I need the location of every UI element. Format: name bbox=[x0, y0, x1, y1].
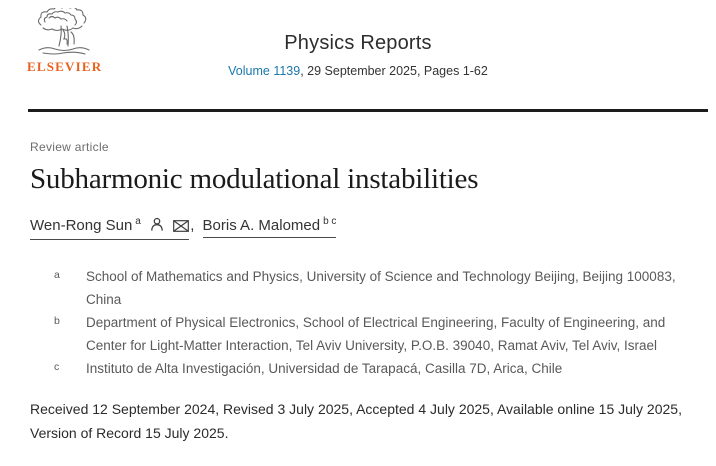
affiliation-label: c bbox=[54, 361, 60, 373]
author-separator: , bbox=[190, 217, 195, 234]
journal-head bbox=[0, 0, 716, 78]
volume-link[interactable]: Volume 1139 bbox=[228, 64, 301, 78]
affiliation-c bbox=[30, 357, 688, 380]
affiliation-a bbox=[30, 265, 688, 311]
article-header bbox=[0, 112, 716, 445]
affiliation-list bbox=[30, 265, 688, 380]
author-affil-sup: b c bbox=[323, 216, 337, 227]
article-type-label: Review article bbox=[30, 140, 109, 154]
elsevier-wordmark: ELSEVIER bbox=[27, 59, 103, 74]
elsevier-tree-icon bbox=[27, 8, 101, 58]
journal-title: Physics Reports bbox=[284, 32, 432, 54]
author-wen-rong-sun[interactable] bbox=[30, 216, 189, 240]
journal-header bbox=[0, 0, 716, 109]
affiliation-text: Department of Physical Electronics, School of Electrical Engineering, Faculty of Engineering, and Center for Light-Matter Interaction, Tel Aviv University, P.O.B. 39040, Ramat Aviv, Tel Aviv, Israel bbox=[86, 315, 666, 353]
affiliation-b bbox=[30, 311, 688, 357]
author-name: Boris A. Malomed bbox=[202, 217, 321, 234]
affiliation-label: a bbox=[54, 269, 60, 281]
journal-issue-line bbox=[0, 64, 716, 78]
envelope-icon[interactable] bbox=[173, 219, 189, 236]
affiliation-text: Instituto de Alta Investigación, Universidad de Tarapacá, Casilla 7D, Arica, Chile bbox=[86, 361, 563, 376]
affiliation-label: b bbox=[54, 315, 60, 327]
author-name: Wen-Rong Sun bbox=[30, 217, 133, 234]
elsevier-logo[interactable] bbox=[27, 8, 101, 75]
person-icon[interactable] bbox=[150, 219, 168, 236]
article-dates: Received 12 September 2024, Revised 3 July 2025, Accepted 4 July 2025, Available online 15 July 2025, Version of Record 15 July 2025. bbox=[30, 401, 682, 441]
issue-info: , 29 September 2025, Pages 1-62 bbox=[300, 64, 488, 78]
author-boris-malomed[interactable] bbox=[203, 216, 337, 238]
author-list bbox=[30, 216, 688, 240]
affiliation-text: School of Mathematics and Physics, University of Science and Technology Beijing, Beijing 100083, China bbox=[86, 269, 676, 307]
article-title: Subharmonic modulational instabilities bbox=[30, 163, 479, 195]
author-affil-sup: a bbox=[135, 216, 141, 227]
